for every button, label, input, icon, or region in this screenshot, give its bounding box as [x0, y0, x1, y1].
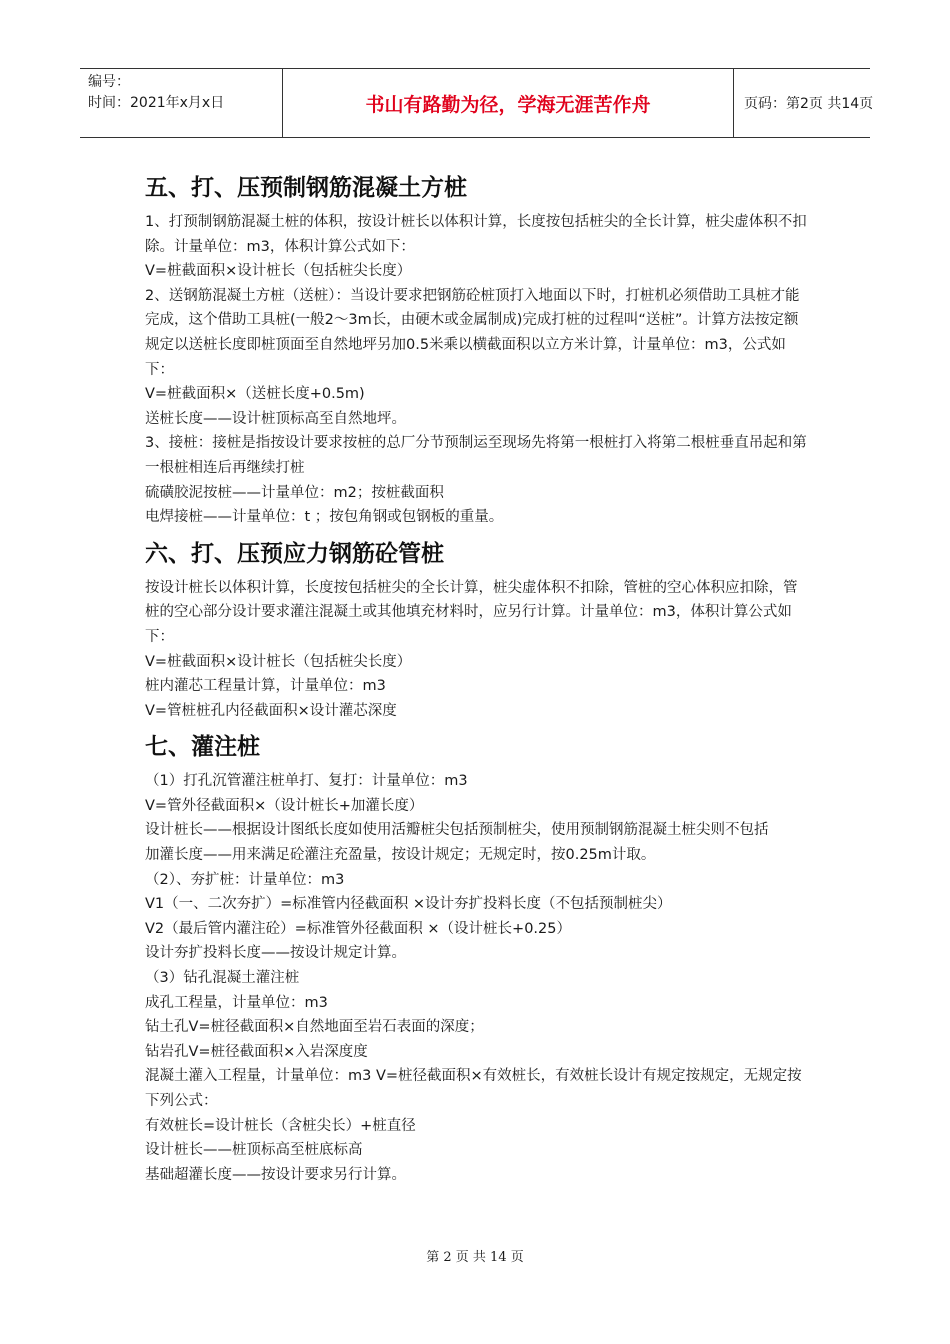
paragraph: 基础超灌长度——按设计要求另行计算。	[145, 1166, 406, 1183]
paragraph: 设计夯扩投料长度——按设计规定计算。	[145, 945, 406, 962]
section-title: 五、打、压预制钢筋混凝土方桩	[145, 175, 467, 201]
paragraph: 钻岩孔V=桩径截面积×入岩深度度	[145, 1043, 368, 1060]
paragraph: 硫磺胶泥按桩——计量单位：m2；按桩截面积	[145, 484, 444, 501]
paragraph: 电焊接桩——计量单位：t ；按包角钢或包钢板的重量。	[145, 509, 504, 526]
page-footer: 第 2 页 共 14 页	[426, 1250, 524, 1265]
paragraph: 成孔工程量，计量单位：m3	[145, 994, 328, 1011]
paragraph: 桩内灌芯工程量计算，计量单位：m3	[145, 678, 386, 695]
paragraph: V=管外径截面积×（设计桩长+加灌长度）	[145, 797, 424, 814]
paragraph: V=桩截面积×设计桩长（包括桩尖长度）	[145, 653, 412, 670]
paragraph: 钻土孔V=桩径截面积×自然地面至岩石表面的深度；	[145, 1019, 484, 1036]
paragraph: 送桩长度——设计桩顶标高至自然地坪。	[145, 410, 406, 427]
paragraph: V=桩截面积×设计桩长（包括桩尖长度）	[145, 263, 412, 280]
paragraph: 设计桩长——桩顶标高至桩底标高	[145, 1142, 363, 1159]
paragraph: V1（一、二次夯扩）=标准管内径截面积 ×设计夯扩投料长度（不包括预制桩尖）	[145, 896, 672, 913]
paragraph: 3、接桩：接桩是指按设计要求按桩的总厂分节预制运至现场先将第一根桩打入将第二根桩垂直吊起和第一根桩相连后再继续打桩	[145, 435, 807, 476]
paragraph: （2）、夯扩桩：计量单位：m3	[145, 871, 345, 888]
paragraph: V=管桩桩孔内径截面积×设计灌芯深度	[145, 702, 397, 719]
paragraph: 1、打预制钢筋混凝土桩的体积，按设计桩长以体积计算，长度按包括桩尖的全长计算，桩尖虚体积不扣除。计量单位：m3，体积计算公式如下：	[145, 214, 807, 255]
paragraph: V=桩截面积×（送桩长度+0.5m)	[145, 386, 365, 403]
paragraph: 2、送钢筋混凝土方桩（送桩）：当设计要求把钢筋砼桩顶打入地面以下时，打桩机必须借助工具桩才能完成，这个借助工具桩(一般2～3m长，由硬木或金属制成)完成打桩的过程叫“送桩”。计算方法按定额规定以送桩长度即桩顶面至自然地坪另加0.5米乘以横截面积以立方米计算，计量单位：m3，公式如下：	[145, 287, 800, 378]
paragraph: V2（最后管内灌注砼）=标准管外径截面积 ×（设计桩长+0.25）	[145, 920, 571, 937]
paragraph: 混凝土灌入工程量，计量单位：m3 V=桩径截面积×有效桩长，有效桩长设计有规定按规定，无规定按下列公式：	[145, 1068, 802, 1109]
document-time: 时间：2021年x月x日	[88, 95, 225, 111]
section-title: 六、打、压预应力钢筋砼管桩	[145, 540, 444, 567]
section-title: 七、灌注桩	[145, 734, 260, 761]
paragraph: （3）钻孔混凝土灌注桩	[145, 970, 300, 987]
header-meta	[80, 69, 282, 137]
header-motto: 书山有路勤为径，学海无涯苦作舟	[282, 69, 734, 137]
paragraph: （1）打孔沉管灌注桩单打、复打：计量单位：m3	[145, 773, 468, 790]
paragraph: 设计桩长——根据设计图纸长度如使用活瓣桩尖包括预制桩尖，使用预制钢筋混凝土桩尖则不包括	[145, 822, 769, 839]
document-body	[145, 164, 810, 1187]
paragraph: 有效桩长=设计桩长（含桩尖长）+桩直径	[145, 1117, 416, 1134]
page-header	[80, 68, 874, 138]
paragraph: 加灌长度——用来满足砼灌注充盈量，按设计规定；无规定时，按0.25m计取。	[145, 847, 656, 864]
document-number-label: 编号：	[88, 74, 130, 90]
header-page-info: 页码：第2页 共14页	[744, 96, 874, 112]
paragraph: 按设计桩长以体积计算，长度按包括桩尖的全长计算，桩尖虚体积不扣除，管桩的空心体积应扣除，管桩的空心部分设计要求灌注混凝土或其他填充材料时，应另行计算。计量单位：m3，体积计算公式如下：	[145, 579, 798, 645]
